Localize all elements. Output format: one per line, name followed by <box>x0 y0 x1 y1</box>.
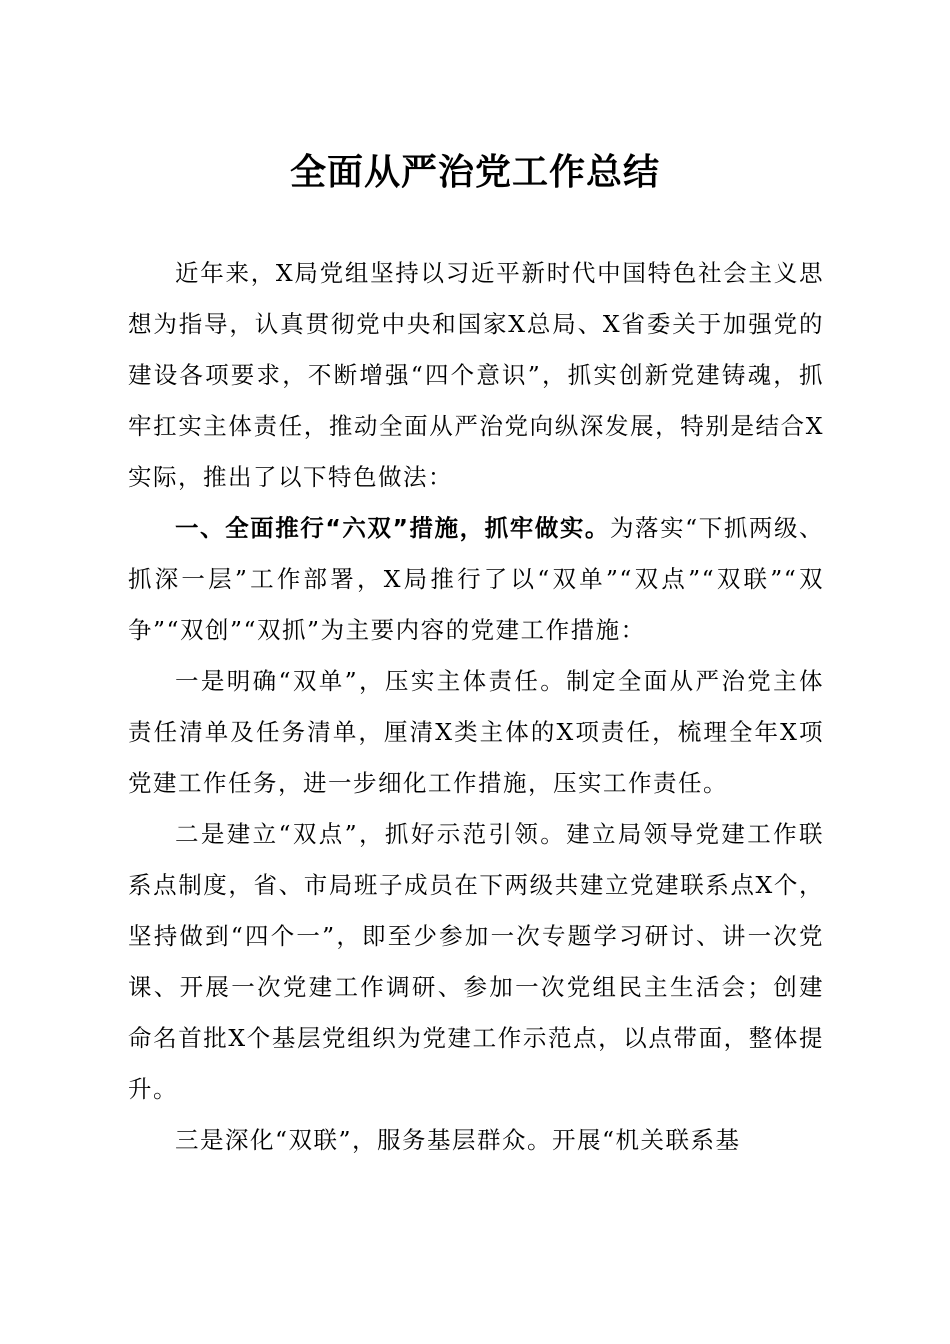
document-title: 全面从严治党工作总结 <box>289 151 660 193</box>
document-body <box>128 248 824 1166</box>
paragraph-intro <box>128 248 824 503</box>
paragraph-text: 一是明确“双单”，压实主体责任。制定全面从严治党主体责任清单及任务清单，厘清X类主体的X项责任，梳理全年X项党建工作任务，进一步细化工作措施，压实工作责任。 <box>128 667 824 797</box>
paragraph-item-two <box>128 809 824 1115</box>
paragraph-text: 二是建立“双点”，抓好示范引领。建立局领导党建工作联系点制度，省、市局班子成员在下两级共建立党建联系点X个，坚持做到“四个一”，即至少参加一次专题学习研讨、讲一次党课、开展一次党建工作调研、参加一次党组民主生活会；创建命名首批X个基层党组织为党建工作示范点，以点带面，整体提升。 <box>128 820 824 1103</box>
paragraph-text: 为落实“下抓两级、抓深一层”工作部署，X局推行了以“双单”“双点”“双联”“双争”“双创”“双抓”为主要内容的党建工作措施： <box>128 514 825 644</box>
paragraph-text: 近年来，X局党组坚持以习近平新时代中国特色社会主义思想为指导，认真贯彻党中央和国家X总局、X省委关于加强党的建设各项要求，不断增强“四个意识”，抓实创新党建铸魂，抓牢扛实主体责任，推动全面从严治党向纵深发展，特别是结合X实际，推出了以下特色做法： <box>128 259 824 491</box>
paragraph-item-one <box>128 656 824 809</box>
paragraph-section-one <box>128 503 824 656</box>
paragraph-item-three <box>128 1115 824 1166</box>
paragraph-text: 三是深化“双联”，服务基层群众。开展“机关联系基 <box>175 1126 741 1154</box>
section-heading: 一、全面推行“六双”措施，抓牢做实。 <box>175 514 610 542</box>
